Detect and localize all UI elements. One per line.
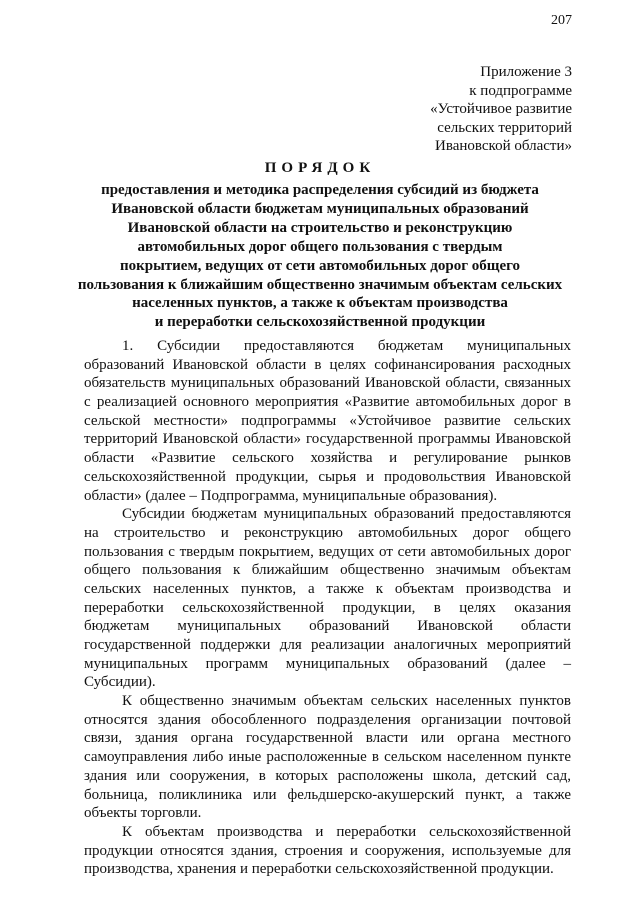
subtitle-line: населенных пунктов, а также к объектам производства [132, 295, 508, 312]
paragraph-1 [84, 337, 571, 505]
text-line: больница, поликлиника или фельдшерско-акушерский пункт, а также [84, 786, 571, 803]
text-line: продукции относятся здания, строения и сооружения, используемые для [84, 842, 571, 859]
subtitle-line: и переработки сельскохозяйственной продукции [154, 314, 486, 331]
subtitle-line: Ивановской области бюджетам муниципальных образований [111, 200, 529, 217]
appendix-line: Приложение 3 [480, 64, 572, 80]
text-line: объекты торговли. [84, 805, 202, 822]
text-line: связи, здания органа государственной власти или органа местного [84, 730, 571, 747]
text-line: с реализацией основного мероприятия «Развитие автомобильных дорог в [84, 394, 571, 411]
text-line: здания или сооружения, в которых расположены школа, детский сад, [84, 767, 571, 784]
paragraph-3 [84, 692, 571, 823]
text-line: относятся здания обособленного подразделения организации почтовой [84, 711, 571, 728]
text-line: Субсидии). [84, 674, 156, 691]
text-line: К объектам производства и переработки сельскохозяйственной [122, 823, 571, 840]
text-line: производства, хранения и переработки сельскохозяйственной продукции. [84, 861, 554, 878]
subtitle-line: предоставления и методика распределения субсидий из бюджета [101, 182, 539, 198]
text-line: К общественно значимым объектам сельских населенных пунктов [122, 693, 571, 710]
appendix-line: «Устойчивое развитие [430, 101, 572, 118]
subtitle-line: автомобильных дорог общего пользования с твердым [137, 238, 503, 255]
text-line: обязательств муниципальных образований Ивановской области, связанных [84, 375, 571, 392]
paragraph-2 [84, 505, 571, 692]
document-title: ПОРЯДОК [264, 160, 376, 176]
text-line: Субсидии бюджетам муниципальных образований предоставляются [122, 506, 571, 523]
subtitle-line: покрытием, ведущих от сети автомобильных дорог общего [119, 257, 521, 274]
text-line: сельской местности» подпрограммы «Устойчивое развитие сельских [84, 412, 571, 429]
text-line: муниципальных программ муниципальных образований (далее – [84, 655, 571, 672]
text-line: 1. Субсидии предоставляются бюджетам муниципальных [122, 338, 571, 354]
text-line: бюджетам муниципальных образований Ивановской области [84, 618, 571, 635]
text-line: сельских населенных пунктов, а также к объектам производства и [84, 580, 571, 597]
text-line: области «Развитие сельского хозяйства и регулирование рынков [84, 450, 571, 467]
text-line: территорий Ивановской области» государственной программы Ивановской [84, 431, 571, 448]
text-line: самоуправления либо иные расположенные в сельском населенном пункте [84, 749, 571, 766]
subtitle-line: Ивановской области на строительство и реконструкцию [127, 219, 513, 236]
appendix-note [430, 63, 572, 156]
text-line: сельскохозяйственной продукции, сырья и продовольствия Ивановской [84, 468, 571, 485]
text-line: государственной поддержки для реализации аналогичных мероприятий [84, 637, 571, 653]
text-line: на строительство и реконструкцию автомобильных дорог общего [84, 524, 571, 541]
paragraph-4 [84, 823, 571, 879]
text-line: пользования с твердым покрытием, ведущих от сети автомобильных дорог [84, 543, 571, 560]
appendix-line: к подпрограмме [469, 82, 572, 99]
page-number: 207 [551, 13, 572, 28]
document-body [84, 337, 571, 879]
text-line: общего пользования к ближайшим общественно значимым объектам [84, 562, 571, 579]
subtitle-line: пользования к ближайшим общественно значимым объектам сельских [77, 276, 563, 293]
text-line: образований Ивановской области в целях софинансирования расходных [84, 356, 571, 373]
text-line: переработки сельскохозяйственной продукции, в целях оказания [84, 599, 571, 616]
appendix-line: сельских территорий [437, 119, 572, 136]
appendix-line: Ивановской области» [435, 138, 572, 155]
document-subtitle [40, 181, 600, 332]
text-line: области» (далее – Подпрограмма, муниципальные образования). [84, 487, 498, 504]
